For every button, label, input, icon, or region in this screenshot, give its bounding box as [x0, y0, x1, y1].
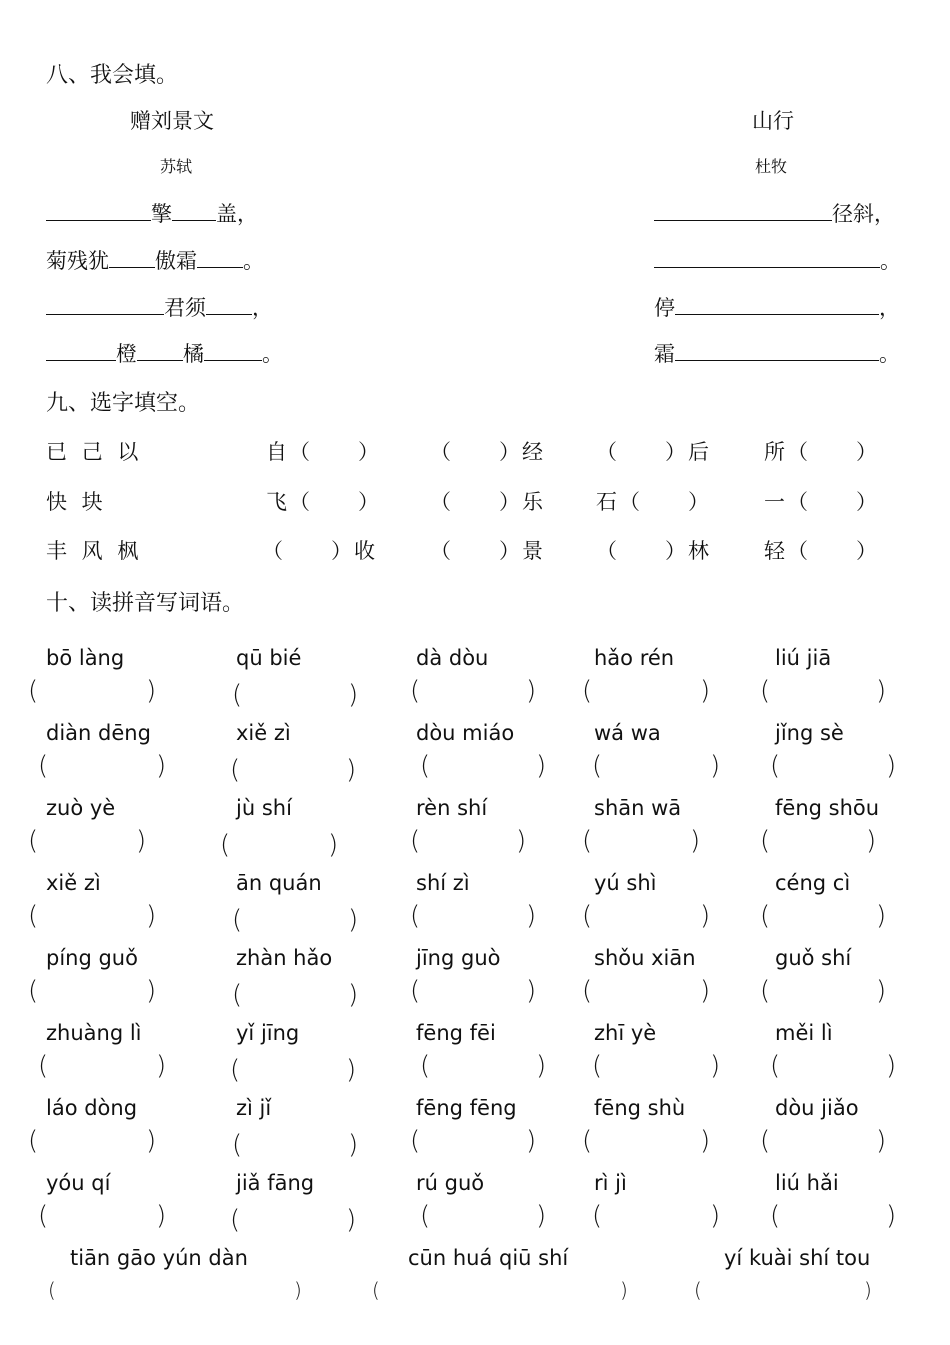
right-line-1: 径斜，: [654, 198, 895, 228]
answer-paren-open[interactable]: (: [582, 676, 593, 706]
answer-paren-open[interactable]: (: [592, 751, 603, 781]
answer-paren-close[interactable]: ): [620, 1278, 628, 1302]
fill-item[interactable]: （ ）收: [262, 539, 377, 563]
pinyin-word: liú hǎi: [775, 1171, 839, 1195]
answer-paren-open[interactable]: (: [28, 1126, 39, 1156]
pinyin-word: píng guǒ: [46, 946, 138, 970]
right-line-2: 。: [654, 245, 901, 275]
answer-paren-open[interactable]: (: [760, 976, 771, 1006]
left-line-3: 君须 ，: [46, 292, 273, 322]
left-line-1: 擎 盖，: [46, 198, 258, 228]
answer-paren-close[interactable]: ): [146, 1126, 157, 1156]
answer-paren-open[interactable]: (: [410, 826, 421, 856]
answer-paren-close[interactable]: ): [146, 901, 157, 931]
fill-item[interactable]: （ ）后: [596, 440, 711, 464]
pinyin-word: jǐng sè: [775, 721, 844, 745]
answer-paren-close[interactable]: ): [156, 1201, 167, 1231]
answer-paren-close[interactable]: ): [526, 901, 537, 931]
answer-paren-open[interactable]: (: [230, 755, 241, 785]
answer-paren-close[interactable]: ): [700, 901, 711, 931]
answer-paren-close[interactable]: ): [346, 1205, 357, 1235]
answer-paren-close[interactable]: ): [348, 680, 359, 710]
fill-blank[interactable]: [46, 200, 151, 221]
left-line-2: 菊残犹 傲霜 。: [46, 249, 264, 273]
pinyin-word: dà dòu: [416, 646, 489, 670]
answer-paren-open[interactable]: (: [38, 751, 49, 781]
answer-paren-close[interactable]: ): [886, 1051, 897, 1081]
answer-paren-close[interactable]: ): [526, 976, 537, 1006]
right-line-3: 停 ，: [654, 296, 900, 320]
answer-paren-close[interactable]: ): [876, 976, 887, 1006]
pinyin-word: jīng guò: [416, 946, 501, 970]
section10-title: 十、读拼音写词语。: [46, 591, 245, 616]
answer-paren-close[interactable]: ): [710, 1051, 721, 1081]
answer-paren-open[interactable]: (: [230, 1205, 241, 1235]
answer-paren-close[interactable]: ): [710, 751, 721, 781]
answer-paren-open[interactable]: (: [760, 1126, 771, 1156]
pinyin-word: xiě zì: [46, 871, 101, 895]
answer-paren-close[interactable]: ): [710, 1201, 721, 1231]
pinyin-word: yǐ jīng: [236, 1021, 300, 1045]
fill-item[interactable]: 所（ ）: [764, 440, 879, 464]
answer-paren-open[interactable]: (: [410, 1126, 421, 1156]
left-line-4: 橙 橘 。: [46, 338, 283, 368]
answer-paren-close[interactable]: ): [690, 826, 701, 856]
answer-paren-open[interactable]: (: [232, 980, 243, 1010]
answer-paren-open[interactable]: (: [220, 830, 231, 860]
pinyin-word: fēng shù: [594, 1096, 686, 1120]
fill-blank[interactable]: [197, 247, 243, 268]
answer-paren-close[interactable]: ): [348, 1130, 359, 1160]
fill-blank[interactable]: [172, 200, 216, 221]
answer-paren-open[interactable]: (: [28, 676, 39, 706]
pinyin-word: jiǎ fāng: [236, 1171, 315, 1195]
fill-blank[interactable]: [204, 340, 262, 361]
answer-paren-open[interactable]: (: [28, 826, 39, 856]
answer-paren-open[interactable]: (: [694, 1278, 702, 1302]
pinyin-word: yú shì: [594, 871, 657, 895]
fill-blank[interactable]: [206, 294, 252, 315]
answer-paren-open[interactable]: (: [420, 1201, 431, 1231]
pinyin-phrase: yí kuài shí tou: [724, 1246, 871, 1270]
pinyin-word: zuò yè: [46, 796, 116, 820]
pinyin-word: ān quán: [236, 871, 322, 895]
pinyin-word: shí zì: [416, 871, 470, 895]
answer-paren-open[interactable]: (: [770, 751, 781, 781]
fill-item[interactable]: （ ）乐: [430, 490, 545, 514]
pinyin-word: fēng shōu: [775, 796, 880, 820]
pinyin-word: bō làng: [46, 646, 125, 670]
pinyin-word: shān wā: [594, 796, 682, 820]
answer-paren-close[interactable]: ): [346, 1055, 357, 1085]
answer-paren-open[interactable]: (: [770, 1201, 781, 1231]
poem-left-author: 苏轼: [160, 157, 193, 176]
pinyin-word: liú jiā: [775, 646, 832, 670]
answer-paren-close[interactable]: ): [876, 676, 887, 706]
pinyin-word: xiě zì: [236, 721, 291, 745]
pinyin-word: wá wa: [594, 721, 661, 745]
answer-paren-close[interactable]: ): [536, 751, 547, 781]
answer-paren-open[interactable]: (: [232, 680, 243, 710]
answer-paren-open[interactable]: (: [592, 1051, 603, 1081]
fill-item[interactable]: 石（ ）: [596, 490, 711, 514]
pinyin-word: zhàn hǎo: [236, 946, 333, 970]
fill-blank[interactable]: [109, 247, 155, 268]
pinyin-phrase: tiān gāo yún dàn: [70, 1246, 248, 1270]
answer-paren-open[interactable]: (: [232, 1130, 243, 1160]
pinyin-word: fēng fēng: [416, 1096, 517, 1120]
poem-right-title: 山行: [752, 109, 794, 133]
answer-paren-open[interactable]: (: [410, 976, 421, 1006]
answer-paren-close[interactable]: ): [700, 976, 711, 1006]
pinyin-word: zhuàng lì: [46, 1021, 142, 1045]
poem-right-author: 杜牧: [755, 157, 788, 176]
answer-paren-open[interactable]: (: [38, 1201, 49, 1231]
pinyin-word: dòu jiǎo: [775, 1096, 859, 1120]
answer-paren-open[interactable]: (: [592, 1201, 603, 1231]
answer-paren-open[interactable]: (: [48, 1278, 56, 1302]
fill-item[interactable]: 轻（ ）: [764, 539, 879, 563]
answer-paren-close[interactable]: ): [294, 1278, 302, 1302]
answer-paren-open[interactable]: (: [582, 826, 593, 856]
answer-paren-close[interactable]: ): [700, 676, 711, 706]
char-options: 已 己 以: [46, 440, 143, 464]
answer-paren-open[interactable]: (: [760, 676, 771, 706]
fill-item[interactable]: （ ）林: [596, 539, 711, 563]
fill-blank[interactable]: [675, 340, 879, 361]
answer-paren-open[interactable]: (: [410, 676, 421, 706]
fill-blank[interactable]: [137, 340, 183, 361]
answer-paren-close[interactable]: ): [536, 1051, 547, 1081]
fill-item[interactable]: 飞（ ）: [266, 490, 381, 514]
section8-title: 八、我会填。: [46, 63, 179, 88]
fill-blank[interactable]: [46, 294, 164, 315]
pinyin-word: qū bié: [236, 646, 302, 670]
pinyin-word: dòu miáo: [416, 721, 515, 745]
answer-paren-open[interactable]: (: [232, 905, 243, 935]
pinyin-word: jù shí: [236, 796, 292, 820]
answer-paren-close[interactable]: ): [864, 1278, 872, 1302]
answer-paren-open[interactable]: (: [28, 901, 39, 931]
answer-paren-close[interactable]: ): [346, 755, 357, 785]
answer-paren-open[interactable]: (: [582, 1126, 593, 1156]
answer-paren-close[interactable]: ): [886, 751, 897, 781]
answer-paren-close[interactable]: ): [700, 1126, 711, 1156]
answer-paren-close[interactable]: ): [348, 905, 359, 935]
pinyin-word: rèn shí: [416, 796, 488, 820]
answer-paren-close[interactable]: ): [876, 1126, 887, 1156]
pinyin-word: zì jǐ: [236, 1096, 272, 1120]
answer-paren-close[interactable]: ): [156, 751, 167, 781]
answer-paren-close[interactable]: ): [876, 901, 887, 931]
fill-item[interactable]: （ ）经: [430, 440, 545, 464]
answer-paren-close[interactable]: ): [146, 976, 157, 1006]
answer-paren-close[interactable]: ): [136, 826, 147, 856]
pinyin-word: fēng fēi: [416, 1021, 496, 1045]
answer-paren-open[interactable]: (: [420, 751, 431, 781]
answer-paren-close[interactable]: ): [886, 1201, 897, 1231]
pinyin-word: diàn dēng: [46, 721, 151, 745]
fill-item[interactable]: 自（ ）: [266, 440, 381, 464]
answer-paren-open[interactable]: (: [28, 976, 39, 1006]
pinyin-word: yóu qí: [46, 1171, 111, 1195]
section9-title: 九、选字填空。: [46, 391, 201, 416]
answer-paren-open[interactable]: (: [760, 901, 771, 931]
answer-paren-close[interactable]: ): [146, 676, 157, 706]
pinyin-word: láo dòng: [46, 1096, 138, 1120]
answer-paren-open[interactable]: (: [760, 826, 771, 856]
answer-paren-close[interactable]: ): [156, 1051, 167, 1081]
pinyin-phrase: cūn huá qiū shí: [408, 1246, 569, 1270]
pinyin-word: měi lì: [775, 1021, 833, 1045]
pinyin-word: zhī yè: [594, 1021, 657, 1045]
answer-paren-close[interactable]: ): [536, 1201, 547, 1231]
answer-paren-open[interactable]: (: [582, 976, 593, 1006]
pinyin-word: céng cì: [775, 871, 851, 895]
answer-paren-open[interactable]: (: [230, 1055, 241, 1085]
answer-paren-close[interactable]: ): [348, 980, 359, 1010]
char-options: 丰 风 枫: [46, 539, 143, 563]
answer-paren-open[interactable]: (: [582, 901, 593, 931]
pinyin-word: shǒu xiān: [594, 946, 696, 970]
answer-paren-close[interactable]: ): [866, 826, 877, 856]
fill-item[interactable]: 一（ ）: [764, 490, 879, 514]
fill-blank[interactable]: [675, 294, 879, 315]
poem-left-title: 赠刘景文: [130, 109, 214, 133]
fill-blank[interactable]: [654, 247, 880, 268]
answer-paren-open[interactable]: (: [420, 1051, 431, 1081]
right-line-4: 霜 。: [654, 342, 900, 366]
fill-blank[interactable]: [654, 200, 832, 221]
answer-paren-open[interactable]: (: [410, 901, 421, 931]
answer-paren-open[interactable]: (: [770, 1051, 781, 1081]
fill-item[interactable]: （ ）景: [430, 539, 545, 563]
answer-paren-close[interactable]: ): [526, 1126, 537, 1156]
pinyin-word: hǎo rén: [594, 646, 675, 670]
answer-paren-close[interactable]: ): [328, 830, 339, 860]
answer-paren-close[interactable]: ): [526, 676, 537, 706]
fill-blank[interactable]: [46, 340, 116, 361]
answer-paren-close[interactable]: ): [516, 826, 527, 856]
pinyin-word: rú guǒ: [416, 1171, 485, 1195]
char-options: 快 块: [46, 490, 107, 514]
answer-paren-open[interactable]: (: [38, 1051, 49, 1081]
answer-paren-open[interactable]: (: [372, 1278, 380, 1302]
pinyin-word: guǒ shí: [775, 946, 852, 970]
pinyin-word: rì jì: [594, 1171, 627, 1195]
